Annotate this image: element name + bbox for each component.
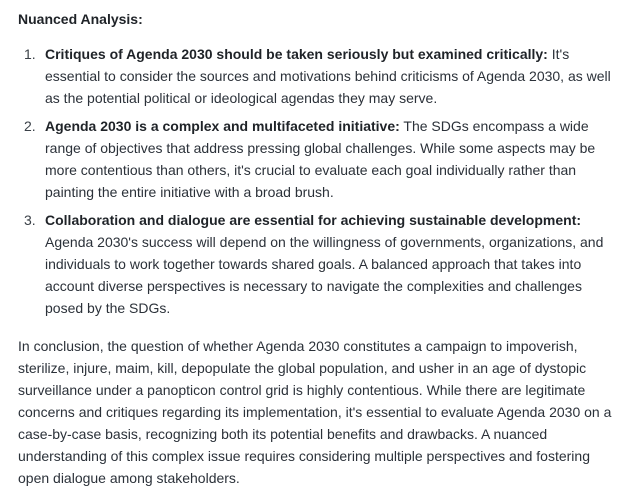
list-item-body: Agenda 2030's success will depend on the willingness of governments, organizations, and individuals to work together towards shared goals. A balanced approach that takes into account diverse perspectives is necessary to navigate the complexities and challenges posed by the SDGs.: [45, 234, 604, 316]
list-number: 3.: [24, 212, 36, 228]
analysis-list: [18, 43, 617, 319]
list-item-body: It's essential to consider the sources and motivations behind criticisms of Agenda 2030, as well as the potential political or ideological agendas they may serve.: [45, 46, 611, 106]
list-item-body: The SDGs encompass a wide range of objectives that address pressing global challenges. While some aspects may be more contentious than others, it's crucial to evaluate each goal individually rather than painting the entire initiative with a broad brush.: [45, 118, 596, 200]
conclusion-paragraph: In conclusion, the question of whether Agenda 2030 constitutes a campaign to impoverish, sterilize, injure, maim, kill, depopulate the global population, and usher in an age of dystopic surveillance under a panopticon control grid is highly contentious. While there are legitimate concerns and critiques regarding its implementation, it's essential to evaluate Agenda 2030 on a case-by-case basis, recognizing both its potential benefits and drawbacks. A nuanced understanding of this complex issue requires considering multiple perspectives and fostering open dialogue among stakeholders.: [18, 338, 612, 486]
list-item: [18, 43, 617, 109]
section-heading: Nuanced Analysis:: [18, 11, 143, 27]
list-number: 1.: [24, 46, 36, 62]
list-item-lead: Agenda 2030 is a complex and multifaceted initiative:: [45, 118, 400, 134]
list-item-lead: Collaboration and dialogue are essential for achieving sustainable development:: [45, 212, 582, 228]
list-item: [18, 115, 617, 203]
list-item-lead: Critiques of Agenda 2030 should be taken seriously but examined critically:: [45, 46, 548, 62]
list-item: [18, 209, 617, 319]
list-number: 2.: [24, 118, 36, 134]
